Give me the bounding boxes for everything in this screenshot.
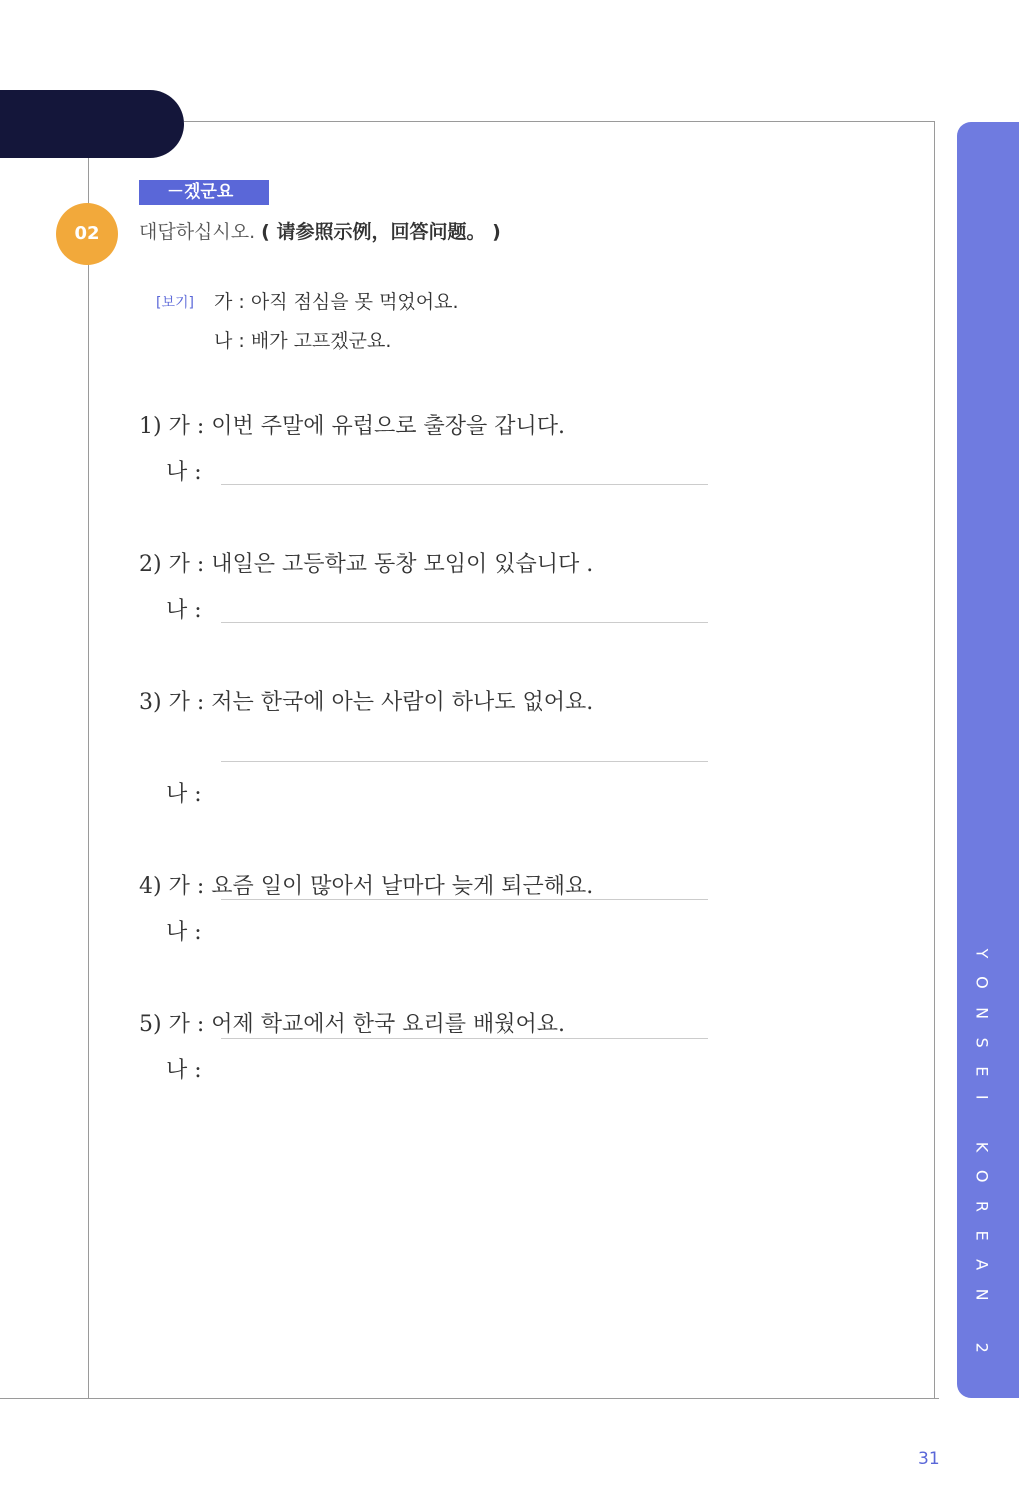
example-tag: [보기] [156, 295, 194, 311]
question-3-prompt: 3) 가 : 저는 한국에 아는 사람이 하나도 없어요. [139, 690, 594, 715]
frame-border-bottom [0, 1398, 939, 1399]
question-5-answer-label: 나 : [166, 1058, 202, 1083]
question-2-answer-label: 나 : [166, 598, 202, 623]
question-1-answer-label: 나 : [166, 460, 202, 485]
question-5-answer-line[interactable] [221, 1038, 708, 1039]
instruction [139, 217, 501, 244]
question-3-answer-label: 나 : [166, 782, 202, 807]
top-tab-decoration [0, 90, 184, 158]
exercise-number-badge: 02 [56, 203, 118, 265]
example-line-ga: 가 : 아직 점심을 못 먹었어요. [214, 291, 459, 313]
question-4-answer-label: 나 : [166, 920, 202, 945]
frame-border-right [934, 121, 935, 1399]
question-3-answer-line[interactable] [221, 761, 708, 762]
question-5-prompt: 5) 가 : 어제 학교에서 한국 요리를 배웠어요. [139, 1012, 565, 1037]
page-number: 31 [918, 1449, 940, 1469]
instruction-chinese: ( 请参照示例，回答问题。 ) [261, 221, 501, 243]
question-4-prompt: 4) 가 : 요즘 일이 많아서 날마다 늦게 퇴근해요. [139, 874, 594, 899]
question-2-answer-line[interactable] [221, 622, 708, 623]
grammar-tag: －겠군요 [139, 180, 269, 205]
side-label-text: YONSEI KOREAN 2 [972, 948, 992, 1372]
frame-border-top [184, 121, 935, 122]
question-1-prompt: 1) 가 : 이번 주말에 유럽으로 출장을 갑니다. [139, 414, 565, 439]
question-4-answer-line[interactable] [221, 899, 708, 900]
frame-border-left [88, 158, 89, 1399]
side-label [962, 948, 992, 1372]
question-2-prompt: 2) 가 : 내일은 고등학교 동창 모임이 있습니다 . [139, 552, 594, 577]
example-line-na: 나 : 배가 고프겠군요. [214, 330, 392, 352]
instruction-korean: 대답하십시오. [139, 221, 256, 243]
question-1-answer-line[interactable] [221, 484, 708, 485]
